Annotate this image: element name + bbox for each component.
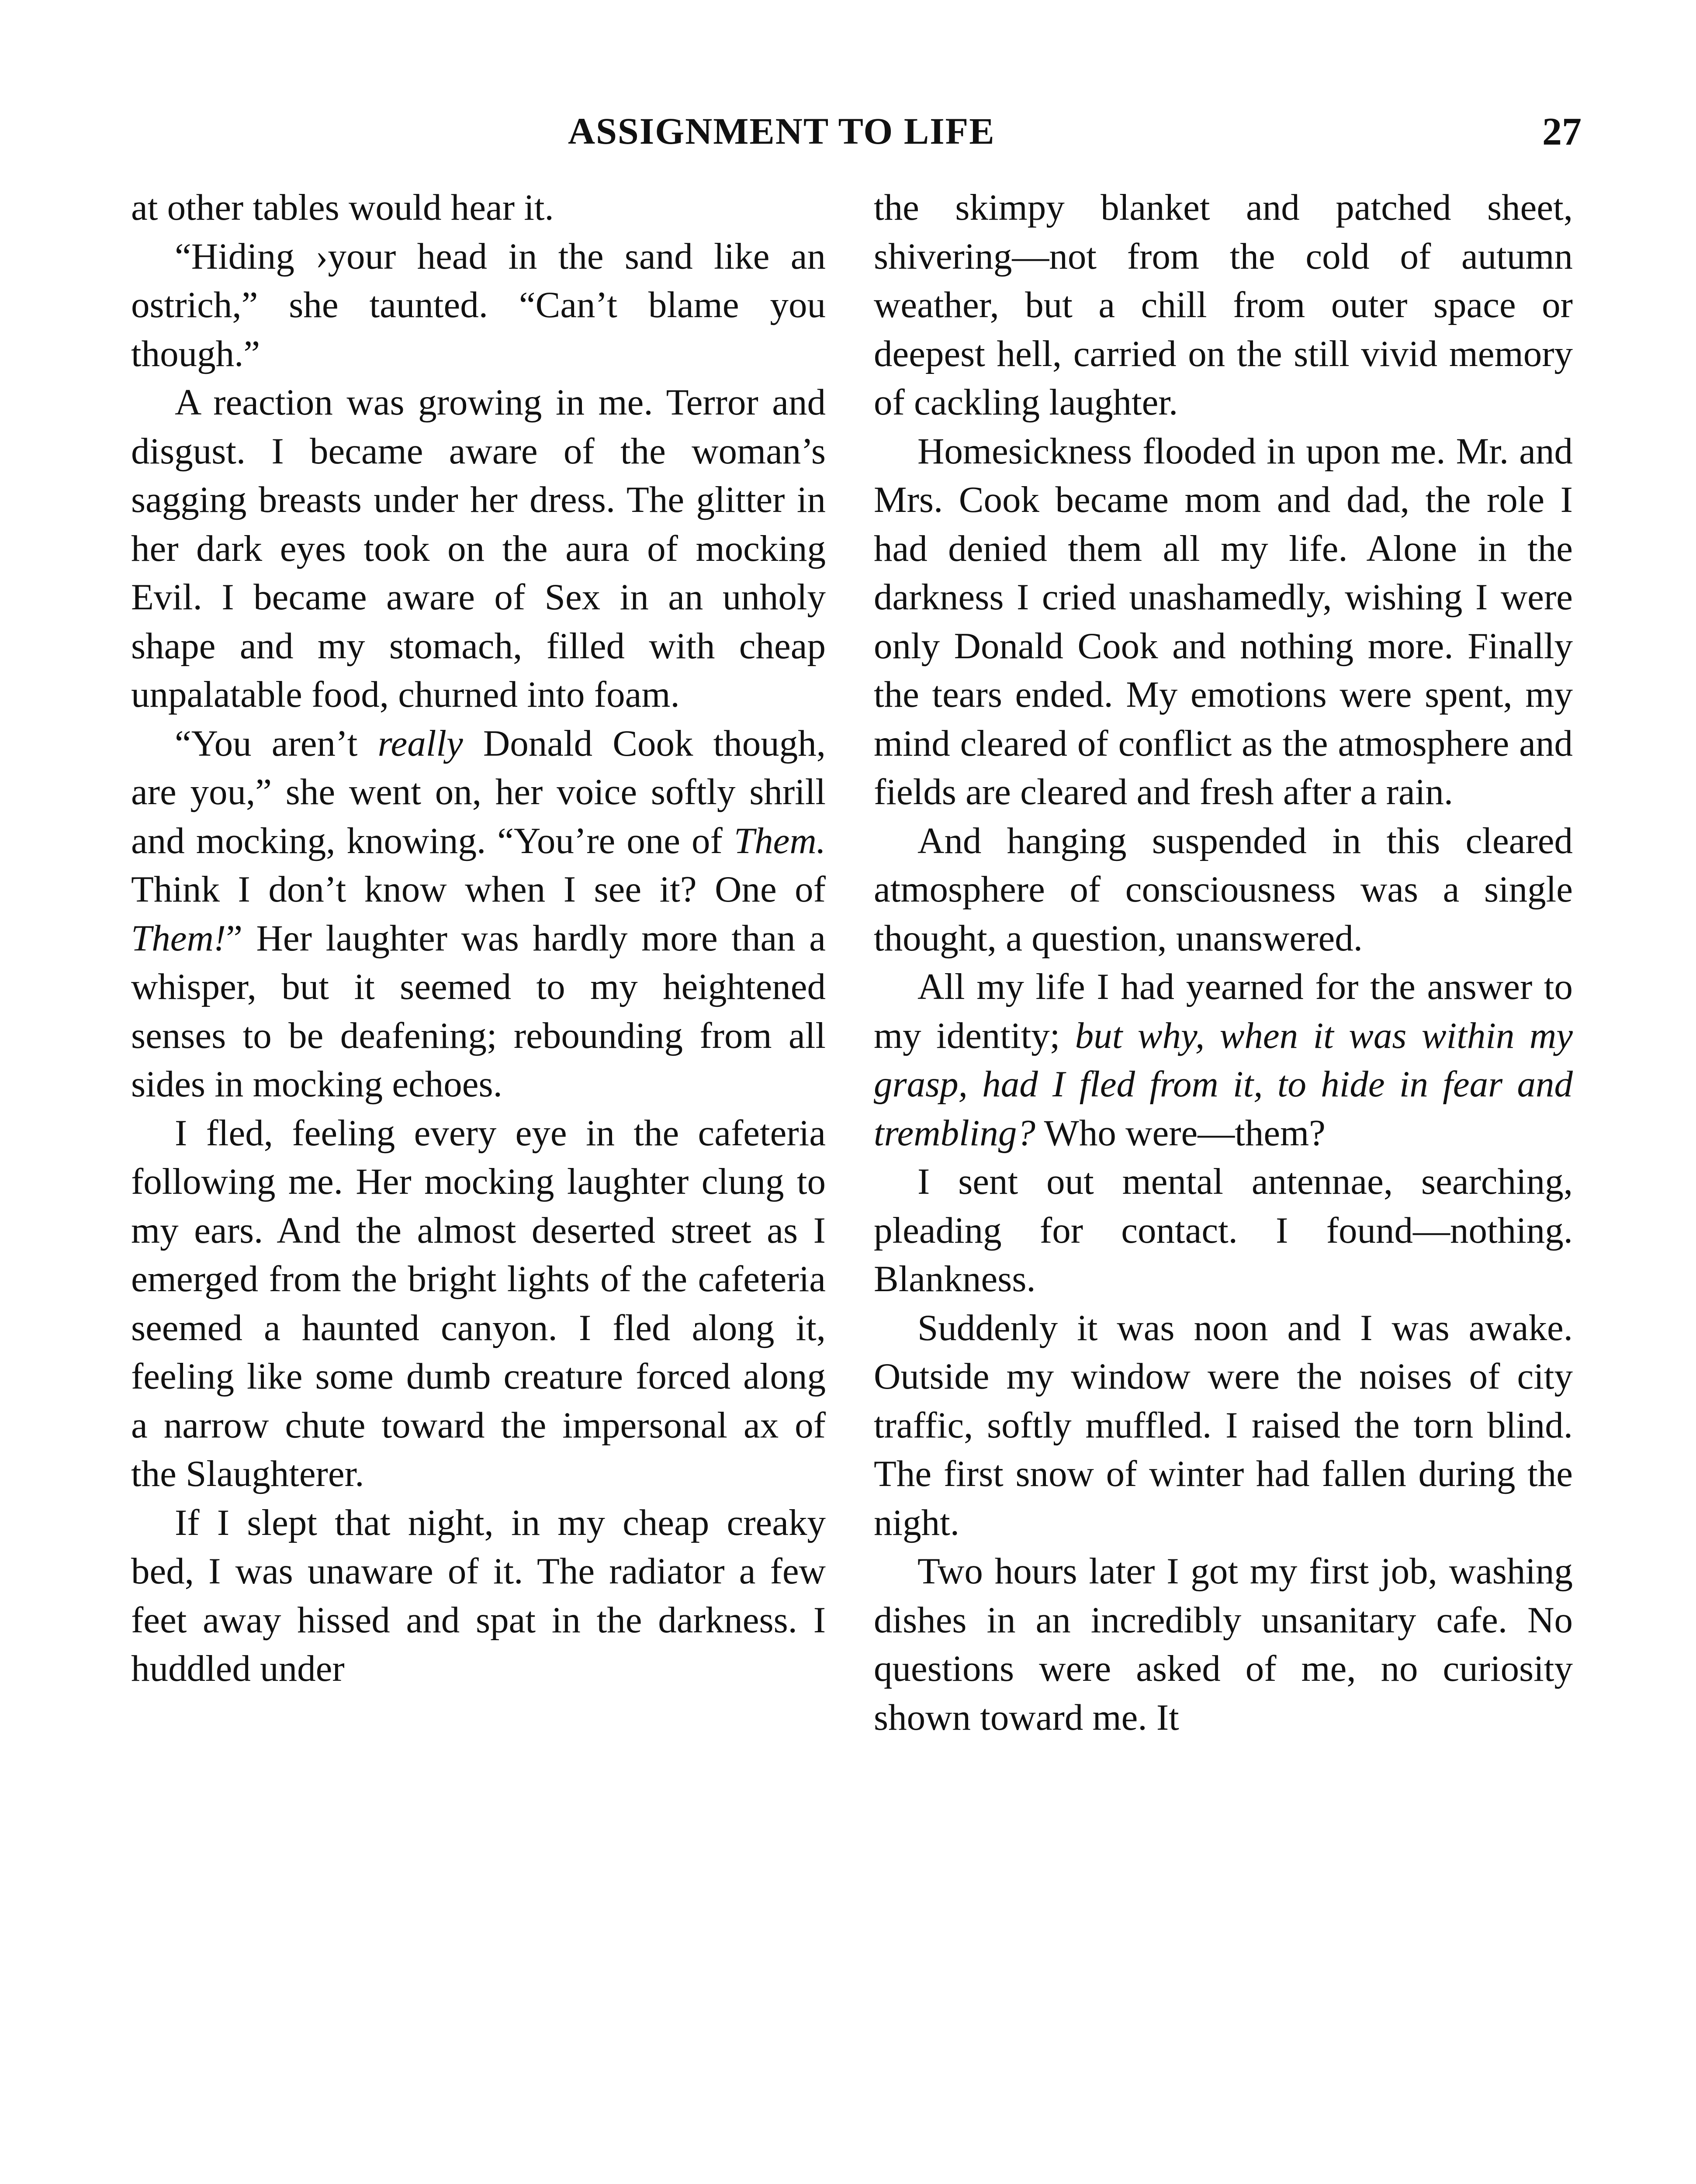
- running-title: ASSIGNMENT TO LIFE: [568, 110, 995, 152]
- text-run: Think I don’t know when I see it? One of: [131, 869, 826, 910]
- left-column: [131, 183, 826, 1693]
- italic-text: Them!: [131, 917, 226, 959]
- italic-text: really: [377, 722, 463, 764]
- paragraph: the skimpy blanket and patched sheet, shivering—not from the cold of autumn weather, but a chill from outer space or deepest hell, carried on the still vivid memory of cackling laughter.: [874, 187, 1573, 423]
- paragraph: I fled, feeling every eye in the cafeteria following me. Her mocking laughter clung to my ears. And the almost deserted street as I emerged from the bright lights of the cafeteria seemed a haunted canyon. I fled along it, feeling like some dumb creature forced along a narrow chute toward the impersonal ax of the Slaughterer.: [131, 1112, 826, 1494]
- paragraph: [131, 719, 826, 1109]
- text-run: Donald Cook though, are you,” she went on, her voice softly shrill and mocking, knowing. “You’re one of: [131, 722, 826, 861]
- text-run: “You aren’t: [175, 722, 378, 764]
- italic-text: Them.: [734, 820, 826, 861]
- right-column: [874, 183, 1573, 1742]
- paragraph: [874, 963, 1573, 1158]
- text-run: ” Her laughter was hardly more than a whisper, but it seemed to my heightened senses to be deafening; rebounding from all sides in mocking echoes.: [131, 917, 826, 1105]
- paragraph: Two hours later I got my first job, washing dishes in an incredibly unsanitary cafe. No questions were asked of me, no curiosity shown toward me. It: [874, 1551, 1573, 1738]
- text-run: Who were—them?: [1035, 1112, 1326, 1154]
- page-header: [568, 109, 1582, 162]
- paragraph: I sent out mental antennae, searching, pleading for contact. I found—nothing. Blankness.: [874, 1161, 1573, 1299]
- paragraph: Homesickness flooded in upon me. Mr. and Mrs. Cook became mom and dad, the role I had denied them all my life. Alone in the darkness I cried unashamedly, wishing I were only Donald Cook and nothing more. Finally the tears ended. My emotions were spent, my mind cleared of conflict as the atmosphere and fields are cleared and fresh after a rain.: [874, 430, 1573, 812]
- text-run: All my life I had yearned for the answer to my identity;: [874, 966, 1573, 1056]
- page-number: 27: [1542, 110, 1582, 153]
- paragraph: “Hiding ›your head in the sand like an ostrich,” she taunted. “Can’t blame you though.”: [131, 235, 826, 374]
- paragraph: A reaction was growing in me. Terror and disgust. I became aware of the woman’s sagging breasts under her dress. The glitter in her dark eyes took on the aura of mocking Evil. I became aware of Sex in an unholy shape and my stomach, filled with cheap unpalatable food, churned into foam.: [131, 382, 826, 715]
- paragraph: at other tables would hear it.: [131, 187, 554, 228]
- paragraph: And hanging suspended in this cleared atmosphere of consciousness was a single thought, a question, unanswered.: [874, 820, 1573, 959]
- paragraph: If I slept that night, in my cheap creaky bed, I was unaware of it. The radiator a few feet away hissed and spat in the darkness. I huddled under: [131, 1502, 826, 1689]
- italic-text: but why, when it was within my grasp, had I fled from it, to hide in fear and trembling?: [874, 1015, 1573, 1154]
- paragraph: Suddenly it was noon and I was awake. Outside my window were the noises of city traffic, softly muffled. I raised the torn blind. The first snow of winter had fallen during the night.: [874, 1307, 1573, 1543]
